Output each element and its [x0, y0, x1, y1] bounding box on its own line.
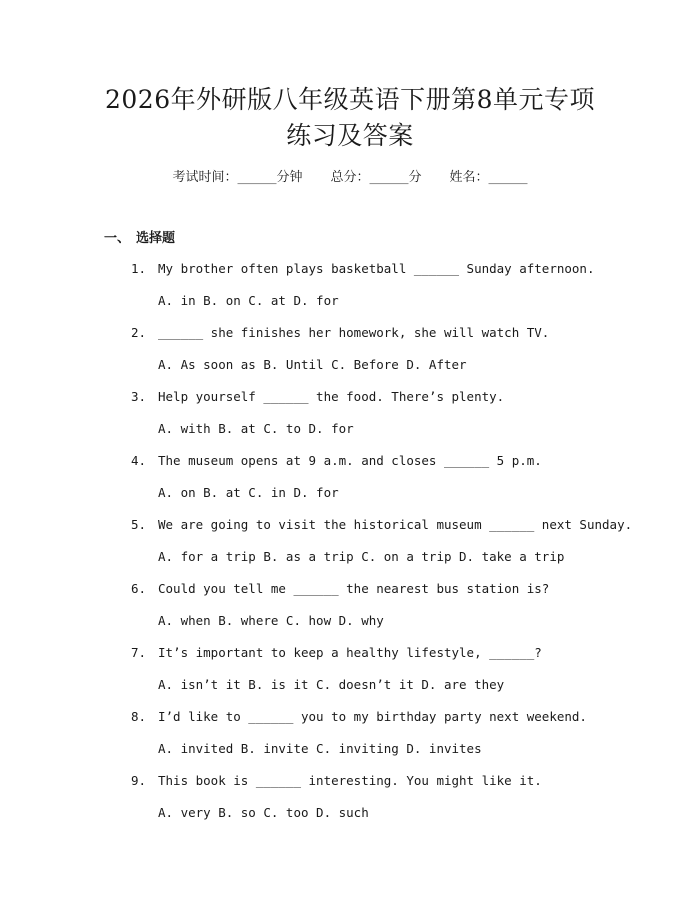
section-heading: [104, 229, 175, 249]
question-text: My brother often plays basketball ______ Sunday afternoon.: [158, 261, 595, 276]
question-number: 1.: [131, 261, 147, 276]
question-item: [131, 643, 611, 663]
question-options: A. when B. where C. how D. why: [158, 613, 384, 628]
question-number: 4.: [131, 453, 147, 468]
question-item: [131, 579, 611, 599]
question-text: I’d like to ______ you to my birthday party next weekend.: [158, 709, 587, 724]
question-options: A. for a trip B. as a trip C. on a trip D. take a trip: [158, 549, 565, 564]
question-options: A. in B. on C. at D. for: [158, 293, 339, 308]
section-number: 一、: [104, 231, 131, 246]
question-item: [131, 771, 611, 791]
question-number: 9.: [131, 773, 147, 788]
question-options: A. very B. so C. too D. such: [158, 805, 369, 820]
exam-time-label: 考试时间：______分钟: [172, 170, 303, 185]
document-title-line-2: 练习及答案: [286, 121, 414, 150]
question-options: A. invited B. invite C. inviting D. invites: [158, 741, 482, 756]
question-item: [131, 707, 611, 727]
question-text: Could you tell me ______ the nearest bus station is?: [158, 581, 550, 596]
exam-meta-line: [0, 168, 700, 188]
question-number: 2.: [131, 325, 147, 340]
question-number: 3.: [131, 389, 147, 404]
question-number: 5.: [131, 517, 147, 532]
question-options: A. with B. at C. to D. for: [158, 421, 354, 436]
question-options: A. isn’t it B. is it C. doesn’t it D. are they: [158, 677, 505, 692]
question-text: It’s important to keep a healthy lifestyle, ______?: [158, 645, 542, 660]
name-label: 姓名：______: [449, 170, 528, 185]
question-text: Help yourself ______ the food. There’s plenty.: [158, 389, 505, 404]
question-item: [131, 515, 633, 535]
question-number: 7.: [131, 645, 147, 660]
question-text: The museum opens at 9 a.m. and closes ______ 5 p.m.: [158, 453, 542, 468]
question-item: [131, 323, 611, 343]
document-title-line-1: 2026年外研版八年级英语下册第8单元专项: [104, 85, 596, 114]
question-item: [131, 259, 611, 279]
question-options: A. on B. at C. in D. for: [158, 485, 339, 500]
question-options: A. As soon as B. Until C. Before D. After: [158, 357, 467, 372]
question-number: 8.: [131, 709, 147, 724]
question-text: This book is ______ interesting. You might like it.: [158, 773, 542, 788]
question-text: ______ she finishes her homework, she will watch TV.: [158, 325, 550, 340]
question-text: We are going to visit the historical museum ______ next Sunday.: [158, 517, 633, 532]
section-title: 选择题: [136, 231, 176, 246]
total-score-label: 总分：______分: [330, 170, 422, 185]
question-item: [131, 387, 611, 407]
question-number: 6.: [131, 581, 147, 596]
question-item: [131, 451, 611, 471]
